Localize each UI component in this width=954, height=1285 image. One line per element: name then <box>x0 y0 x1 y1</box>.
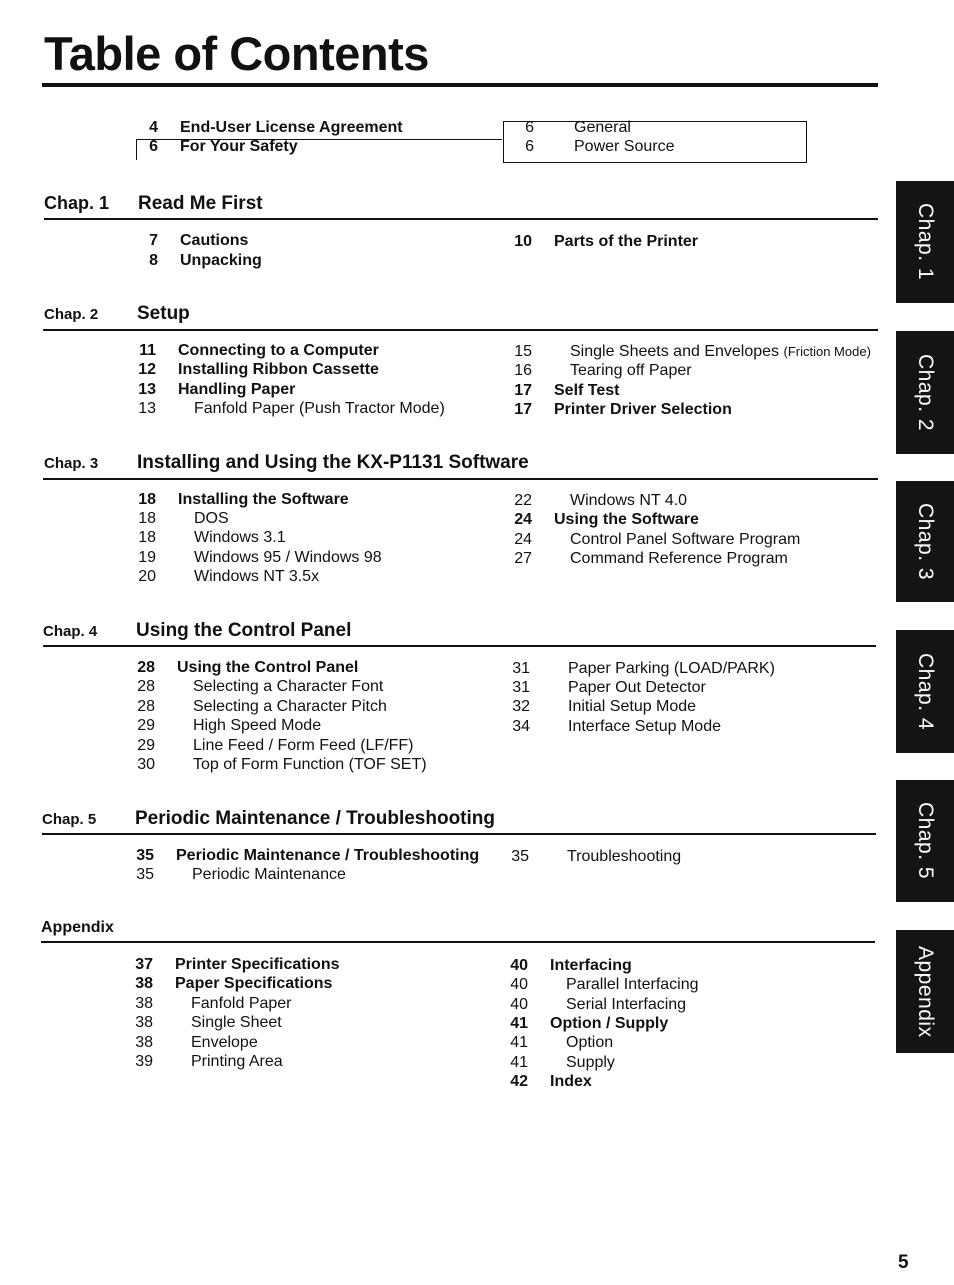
entry-text: Index <box>550 1073 592 1090</box>
entry-text: Paper Specifications <box>175 975 333 992</box>
intro-page-number: 6 <box>525 119 534 136</box>
entry-page-number: 35 <box>136 866 154 883</box>
entry-page-number: 29 <box>137 717 155 734</box>
entry-text: Supply <box>566 1054 615 1071</box>
chapter-rule <box>43 478 878 480</box>
title-rule <box>42 83 878 87</box>
entry-page-number: 13 <box>138 381 156 398</box>
side-tab-label: Chap. 3 <box>914 502 937 581</box>
entry-text: Using the Software <box>554 511 699 528</box>
entry-page-number: 40 <box>510 957 528 974</box>
intro-page-number: 6 <box>149 138 158 155</box>
intro-entry <box>136 138 496 158</box>
entry-text: Printing Area <box>191 1053 283 1070</box>
entry-page-number: 41 <box>510 1015 528 1032</box>
entry-page-number: 40 <box>510 996 528 1013</box>
side-tab-chap-4[interactable] <box>896 630 954 753</box>
chapter-rule <box>43 329 878 331</box>
page-title: Table of Contents <box>44 27 429 80</box>
entry-text: Handling Paper <box>178 381 296 398</box>
entry-text: Windows 3.1 <box>194 529 286 546</box>
entry-text: Installing the Software <box>178 491 349 508</box>
entry-page-number: 38 <box>135 1034 153 1051</box>
entry-page-number: 13 <box>138 400 156 417</box>
entry-page-number: 28 <box>137 698 155 715</box>
chapter-title: Setup <box>137 303 190 324</box>
chapter-title: Periodic Maintenance / Troubleshooting <box>135 808 495 829</box>
entry-text: Unpacking <box>180 252 262 269</box>
intro-page-number: 6 <box>525 138 534 155</box>
entry-page-number: 28 <box>137 678 155 695</box>
entry-text: Windows NT 4.0 <box>570 492 688 509</box>
side-tab-label: Chap. 2 <box>914 353 937 432</box>
entry-page-number: 18 <box>138 510 156 527</box>
side-tab-label: Chap. 1 <box>914 203 937 281</box>
entry-text: Command Reference Program <box>570 550 788 567</box>
entry-page-number: 11 <box>139 342 156 359</box>
intro-entry-text: For Your Safety <box>180 138 298 155</box>
entry-page-number: 8 <box>149 252 158 269</box>
entry-page-number: 30 <box>137 756 155 773</box>
entry-page-number: 19 <box>138 549 156 566</box>
entry-text: Line Feed / Form Feed (LF/FF) <box>193 737 414 754</box>
entry-page-number: 37 <box>135 956 153 973</box>
entry-page-number: 7 <box>149 232 158 249</box>
entry-text: Selecting a Character Font <box>193 678 384 695</box>
entry-page-number: 40 <box>510 976 528 993</box>
entry-text: Option <box>566 1034 614 1051</box>
side-tab-chap-5[interactable] <box>896 780 954 902</box>
side-tab-label: Appendix <box>914 945 937 1038</box>
entry-text: Single Sheet <box>191 1014 282 1031</box>
entry-text: Connecting to a Computer <box>178 342 379 359</box>
entry-page-number: 38 <box>135 995 153 1012</box>
chapter-rule <box>43 645 876 647</box>
entry-page-number: 20 <box>138 568 156 585</box>
chapter-title: Read Me First <box>138 193 263 214</box>
entry-text: Interfacing <box>550 957 632 974</box>
entry-text: Printer Specifications <box>175 956 340 973</box>
intro-page-number: 4 <box>149 119 158 136</box>
entry-page-number: 35 <box>136 847 154 864</box>
entry-page-number: 24 <box>514 531 532 548</box>
side-tab-chap-2[interactable] <box>896 331 954 454</box>
entry-page-number: 22 <box>514 492 532 509</box>
entry-page-number: 29 <box>137 737 155 754</box>
entry-page-number: 18 <box>138 529 156 546</box>
entry-page-number: 18 <box>138 491 156 508</box>
entry-text: Initial Setup Mode <box>568 698 697 715</box>
chapter-label: Appendix <box>41 919 114 936</box>
entry-page-number: 38 <box>135 975 153 992</box>
chapter-title: Using the Control Panel <box>136 620 352 641</box>
intro-entry <box>512 138 792 158</box>
entry-text: Option / Supply <box>550 1015 669 1032</box>
chapter-label: Chap. 1 <box>44 193 110 213</box>
entry-text: Parts of the Printer <box>554 233 699 250</box>
entry-page-number: 12 <box>138 361 156 378</box>
entry-page-number: 31 <box>512 679 530 696</box>
entry-text: Windows NT 3.5x <box>194 568 320 585</box>
entry-text: Fanfold Paper (Push Tractor Mode) <box>194 400 445 417</box>
entry-page-number: 27 <box>514 550 532 567</box>
chapter-label: Chap. 3 <box>44 455 99 472</box>
chapter-label: Chap. 5 <box>42 811 97 828</box>
intro-entry-text: End-User License Agreement <box>180 119 403 136</box>
chapter-rule <box>44 218 878 220</box>
chapter-rule <box>41 941 875 943</box>
entry-text: Self Test <box>554 382 620 399</box>
entry-page-number: 39 <box>135 1053 153 1070</box>
entry-text: DOS <box>194 510 229 527</box>
intro-entry-text: Power Source <box>574 138 675 155</box>
entry-page-number: 35 <box>511 848 529 865</box>
entry-text: Top of Form Function (TOF SET) <box>193 756 427 773</box>
intro-entry <box>512 119 792 139</box>
chapter-label: Chap. 4 <box>43 623 98 640</box>
entry-text: Using the Control Panel <box>177 659 359 676</box>
entry-text: Selecting a Character Pitch <box>193 698 387 715</box>
entry-page-number: 41 <box>510 1054 528 1071</box>
entry-text: Troubleshooting <box>567 848 682 865</box>
entry-text: Parallel Interfacing <box>566 976 699 993</box>
entry-page-number: 28 <box>137 659 155 676</box>
entry-page-number: 17 <box>514 401 532 418</box>
side-tab-appendix[interactable] <box>896 930 954 1053</box>
side-tab-chap-3[interactable] <box>896 481 954 602</box>
entry-text: Printer Driver Selection <box>554 401 732 418</box>
entry-text: High Speed Mode <box>193 717 322 734</box>
entry-text: Fanfold Paper <box>191 995 292 1012</box>
intro-entry-text: General <box>574 119 631 136</box>
entry-text-suffix: (Friction Mode) <box>783 344 871 359</box>
entry-text: Windows 95 / Windows 98 <box>194 549 382 566</box>
entry-page-number: 32 <box>512 698 530 715</box>
chapter-title: Installing and Using the KX-P1131 Software <box>137 452 529 473</box>
entry-page-number: 31 <box>512 660 530 677</box>
entry-page-number: 38 <box>135 1014 153 1031</box>
entry-text: Periodic Maintenance / Troubleshooting <box>176 847 480 864</box>
entry-page-number: 24 <box>514 511 532 528</box>
entry-page-number: 41 <box>510 1034 528 1051</box>
entry-text: Paper Out Detector <box>568 679 706 696</box>
chapter-label: Chap. 2 <box>44 306 99 323</box>
entry-text: Tearing off Paper <box>570 362 692 379</box>
entry-text: Envelope <box>191 1034 258 1051</box>
intro-entry <box>136 119 496 139</box>
entry-text: Paper Parking (LOAD/PARK) <box>568 660 775 677</box>
entry-text: Interface Setup Mode <box>568 718 721 735</box>
side-tab-label: Chap. 4 <box>914 652 937 731</box>
entry-page-number: 17 <box>514 382 532 399</box>
entry-page-number: 16 <box>514 362 532 379</box>
side-tab-label: Chap. 5 <box>914 802 937 880</box>
entry-text <box>570 343 871 361</box>
side-tab-chap-1[interactable] <box>896 181 954 303</box>
entry-text: Control Panel Software Program <box>570 531 801 548</box>
entry-text: Periodic Maintenance <box>192 866 346 883</box>
entry-text: Serial Interfacing <box>566 996 687 1013</box>
chapter-rule <box>42 833 876 835</box>
entry-page-number: 15 <box>514 343 532 360</box>
entry-page-number: 10 <box>514 233 532 250</box>
entry-text: Installing Ribbon Cassette <box>178 361 379 378</box>
entry-text-main: Single Sheets and Envelopes <box>570 343 780 360</box>
entry-page-number: 34 <box>512 718 530 735</box>
page-number: 5 <box>898 1252 909 1273</box>
entry-page-number: 42 <box>510 1073 528 1090</box>
entry-text: Cautions <box>180 232 249 249</box>
